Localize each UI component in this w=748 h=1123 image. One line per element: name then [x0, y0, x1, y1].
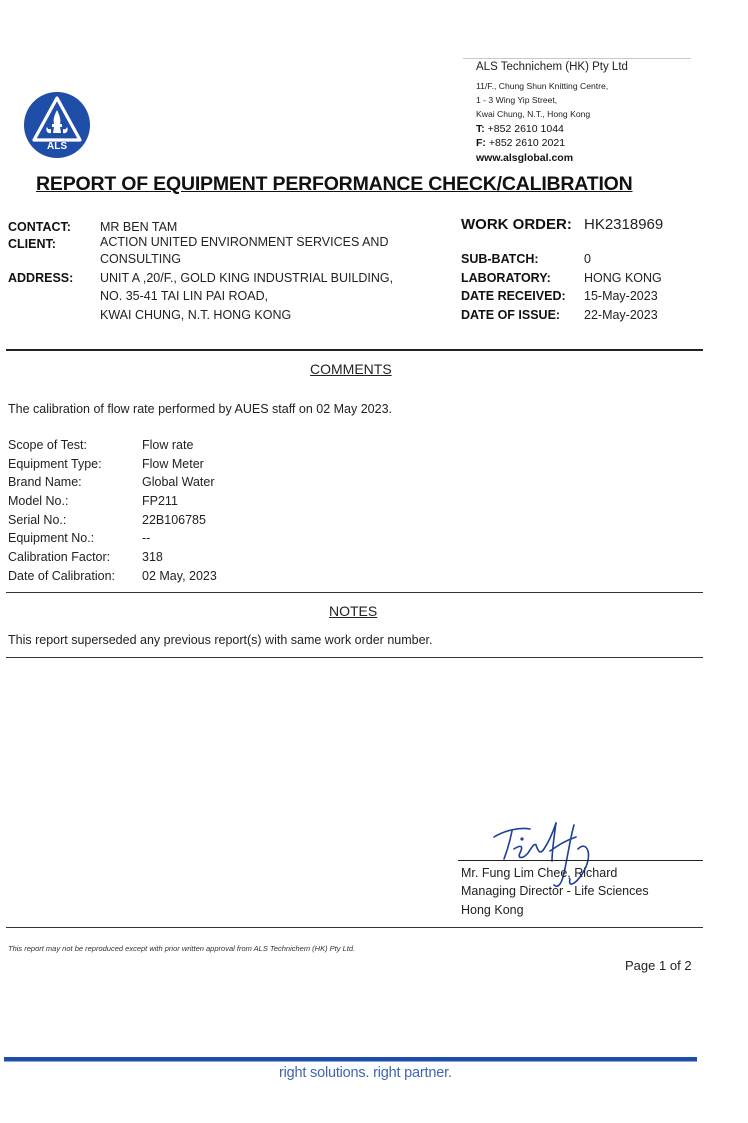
detail-value-model: FP211: [142, 494, 178, 508]
comments-heading: COMMENTS: [310, 361, 392, 377]
notes-heading: NOTES: [329, 603, 378, 619]
logo-text: ALS: [47, 141, 67, 152]
laboratory-value: HONG KONG: [584, 271, 662, 285]
company-address-line-2: 1 - 3 Wing Yip Street,: [476, 95, 558, 105]
telephone-number: +852 2610 1044: [487, 123, 564, 135]
detail-label-equipment-type: Equipment Type:: [8, 457, 102, 471]
detail-value-calibration-factor: 318: [142, 550, 163, 564]
report-title: REPORT OF EQUIPMENT PERFORMANCE CHECK/CALIBRATION: [36, 173, 633, 195]
address-label: ADDRESS:: [8, 271, 74, 285]
disclaimer-text: This report may not be reproduced except with prior written approval from ALS Technichem (HK) Pty Ltd.: [8, 944, 356, 953]
company-address-line-3: Kwai Chung, N.T., Hong Kong: [476, 109, 591, 119]
date-of-issue-value: 22-May-2023: [584, 308, 658, 322]
signature-line: [458, 860, 703, 861]
client-label: CLIENT:: [8, 237, 56, 251]
detail-label-equipment-no: Equipment No.:: [8, 531, 95, 545]
signatory-title: Managing Director - Life Sciences: [461, 884, 649, 898]
work-order-label: WORK ORDER:: [461, 216, 572, 233]
detail-label-scope: Scope of Test:: [8, 438, 87, 452]
company-address-line-1: 11/F., Chung Shun Knitting Centre,: [476, 81, 609, 91]
detail-value-date-of-calibration: 02 May, 2023: [142, 569, 217, 583]
company-telephone: [476, 123, 564, 135]
address-value-line-3: KWAI CHUNG, N.T. HONG KONG: [100, 308, 292, 322]
date-received-label: DATE RECEIVED:: [461, 289, 566, 303]
detail-value-equipment-type: Flow Meter: [142, 457, 204, 471]
address-value-line-1: UNIT A ,20/F., GOLD KING INDUSTRIAL BUILDING,: [100, 271, 394, 285]
sub-batch-value: 0: [584, 252, 591, 266]
signatory-name: Mr. Fung Lim Chee, Richard: [461, 866, 618, 880]
signature-divider: [6, 927, 703, 928]
comments-text: The calibration of flow rate performed by AUES staff on 02 May 2023.: [8, 402, 393, 416]
details-divider: [6, 592, 703, 593]
notes-divider: [6, 657, 703, 658]
detail-value-scope: Flow rate: [142, 438, 194, 452]
client-value-line-2: CONSULTING: [100, 252, 182, 266]
signature-icon: [490, 815, 610, 895]
notes-text: This report superseded any previous report(s) with same work order number.: [8, 633, 433, 647]
detail-value-equipment-no: --: [142, 531, 151, 545]
als-logo-icon: [23, 91, 91, 159]
contact-value: MR BEN TAM: [100, 220, 178, 234]
company-website: www.alsglobal.com: [476, 152, 574, 164]
sub-batch-label: SUB-BATCH:: [461, 252, 539, 266]
fax-number: +852 2610 2021: [488, 137, 566, 149]
detail-label-calibration-factor: Calibration Factor:: [8, 550, 111, 564]
page-of-label: of: [669, 958, 681, 973]
detail-value-brand: Global Water: [142, 475, 215, 489]
company-top-rule: [463, 58, 691, 59]
footer-bar-shadow: [4, 1061, 697, 1062]
detail-value-serial: 22B106785: [142, 513, 206, 527]
address-value-line-2: NO. 35-41 TAI LIN PAI ROAD,: [100, 289, 269, 303]
company-name: ALS Technichem (HK) Pty Ltd: [476, 61, 628, 73]
detail-label-brand: Brand Name:: [8, 475, 82, 489]
date-received-value: 15-May-2023: [584, 289, 658, 303]
date-of-issue-label: DATE OF ISSUE:: [461, 308, 561, 322]
page-total: 2: [684, 958, 692, 973]
detail-label-date-of-calibration: Date of Calibration:: [8, 569, 116, 583]
page-current: 1: [659, 958, 667, 973]
detail-label-serial: Serial No.:: [8, 513, 67, 527]
laboratory-label: LABORATORY:: [461, 271, 551, 285]
contact-label: CONTACT:: [8, 220, 71, 234]
telephone-label: T:: [476, 123, 485, 135]
work-order-value: HK2318969: [584, 216, 664, 233]
client-value-line-1: ACTION UNITED ENVIRONMENT SERVICES AND: [100, 235, 389, 249]
header-divider: [6, 349, 703, 351]
page-label: Page: [625, 958, 656, 973]
page-number: [625, 958, 692, 973]
footer-tagline: right solutions. right partner.: [279, 1065, 452, 1081]
detail-label-model: Model No.:: [8, 494, 69, 508]
company-fax: [476, 137, 565, 149]
fax-label: F:: [476, 137, 486, 149]
signatory-location: Hong Kong: [461, 903, 524, 917]
